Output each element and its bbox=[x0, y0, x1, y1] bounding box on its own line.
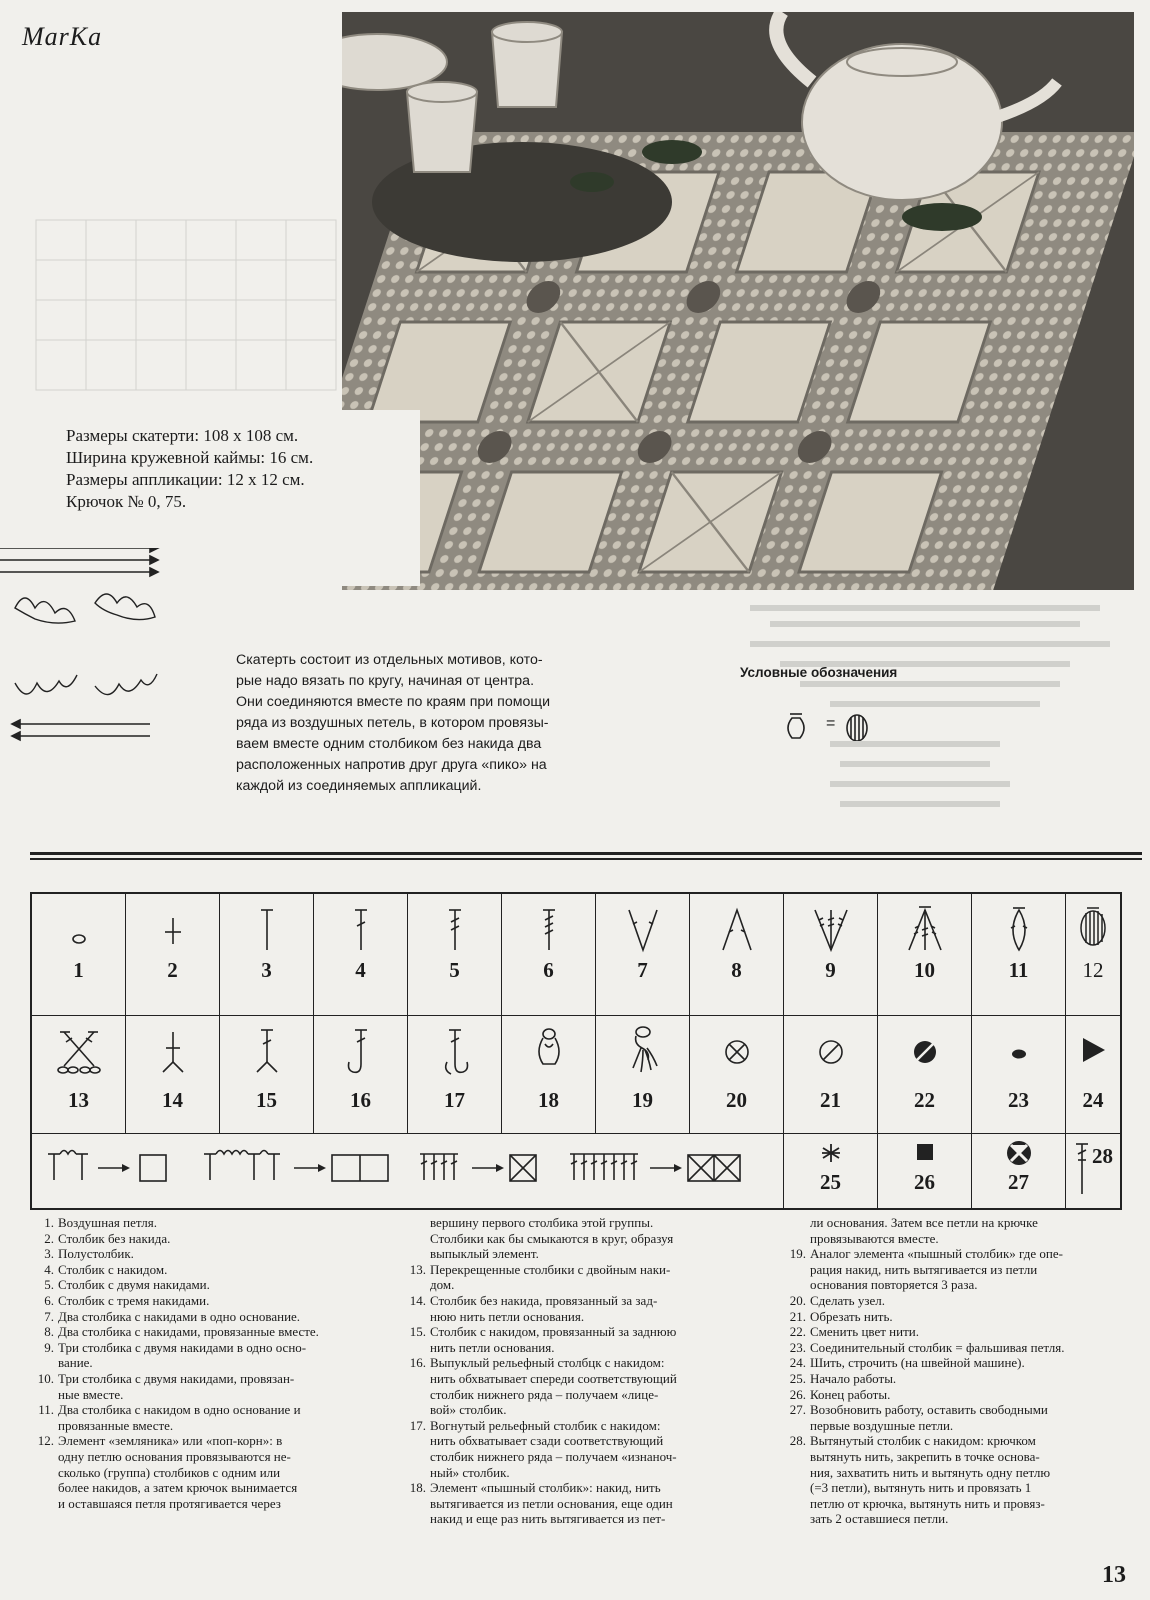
note-line: нюю нить петли основания. bbox=[430, 1308, 585, 1324]
intro-line: расположенных напротив друг друга «пико» на bbox=[236, 757, 547, 773]
intro-line: Они соединяются вместе по краям при помощи bbox=[236, 694, 550, 710]
symbol-number: 17 bbox=[444, 1088, 465, 1112]
intro-paragraph bbox=[236, 650, 606, 797]
double-treble-crochet-icon bbox=[529, 902, 569, 956]
note-item bbox=[402, 1355, 762, 1417]
brand-logo: MarKa bbox=[22, 22, 103, 51]
symbol-number: 26 bbox=[914, 1170, 935, 1194]
symbol-cell-27 bbox=[972, 1134, 1066, 1208]
symbol-number: 21 bbox=[820, 1088, 841, 1112]
note-item bbox=[402, 1418, 762, 1480]
notes-column-1 bbox=[30, 1215, 390, 1511]
note-line: ния, захватить нить и вытянуть одну петлю bbox=[810, 1464, 1051, 1480]
note-line: столбик нижнего ряда – получаем «лице- bbox=[430, 1386, 659, 1402]
note-line: Два столбика с накидом в одно основание и bbox=[58, 1402, 301, 1418]
symbol-number: 7 bbox=[637, 958, 648, 982]
front-post-dc-icon bbox=[341, 1022, 381, 1078]
note-number: 19. bbox=[789, 1246, 806, 1262]
note-number: 25. bbox=[789, 1370, 806, 1386]
note-line: Столбик с накидом. bbox=[58, 1261, 168, 1277]
symbol-cell-10 bbox=[878, 894, 972, 1015]
note-line: Два столбика с накидами в одно основание. bbox=[58, 1308, 301, 1324]
note-line: Столбик с накидом, провязанный за заднюю bbox=[430, 1324, 677, 1340]
note-number: 20. bbox=[789, 1292, 806, 1308]
two-dc-base-together-icon bbox=[999, 902, 1039, 956]
note-number: 26. bbox=[789, 1386, 806, 1402]
symbol-cell-13 bbox=[32, 1016, 126, 1133]
two-dc-together-icon bbox=[717, 902, 757, 956]
symbol-cell-7 bbox=[596, 894, 690, 1015]
symbol-cell-17 bbox=[408, 1016, 502, 1133]
note-line: рация накид, нить вытягивается из петли bbox=[810, 1261, 1038, 1277]
double-crochet-icon bbox=[341, 902, 381, 956]
note-line: Столбик с тремя накидами. bbox=[58, 1292, 210, 1308]
two-dc-same-base-icon bbox=[623, 902, 663, 956]
note-item bbox=[782, 1387, 1138, 1403]
note-line: вание. bbox=[58, 1355, 93, 1371]
symbol-cell-4 bbox=[314, 894, 408, 1015]
note-line: нить обхватывает сзади соответствующий bbox=[430, 1433, 664, 1449]
note-number: 27. bbox=[789, 1402, 806, 1418]
note-number: 10. bbox=[37, 1370, 54, 1386]
symbol-number: 27 bbox=[1008, 1170, 1029, 1194]
symbol-number: 10 bbox=[914, 958, 935, 982]
note-line: (=3 петли), вытянуть нить и провязать 1 bbox=[810, 1480, 1032, 1496]
extended-dc-icon bbox=[1072, 1138, 1092, 1200]
divider-rule bbox=[30, 858, 1142, 860]
note-item bbox=[30, 1215, 390, 1231]
note-number: 22. bbox=[789, 1324, 806, 1340]
note-item bbox=[402, 1480, 762, 1527]
note-number: 9. bbox=[44, 1339, 54, 1355]
note-number: 18. bbox=[409, 1480, 426, 1496]
symbols-row-2 bbox=[32, 1016, 1120, 1134]
note-line: Начало работы. bbox=[810, 1370, 897, 1386]
spec-hook-size: Крючок № 0, 75. bbox=[66, 492, 187, 511]
half-double-crochet-icon bbox=[247, 902, 287, 956]
note-line: накид и еще раз нить вытягивается из пет- bbox=[430, 1511, 666, 1527]
intro-line: Скатерть состоит из отдельных мотивов, кото- bbox=[236, 652, 543, 668]
note-line: Аналог элемента «пышный столбик» где опе- bbox=[810, 1246, 1063, 1262]
symbol-number: 9 bbox=[825, 958, 836, 982]
symbol-number: 2 bbox=[167, 958, 178, 982]
note-line: Два столбика с накидами, провязанные вместе. bbox=[58, 1324, 319, 1340]
note-line: Возобновить работу, оставить свободными bbox=[810, 1402, 1048, 1418]
note-line: вой» столбик. bbox=[430, 1402, 507, 1418]
note-item bbox=[782, 1340, 1138, 1356]
note-line: Элемент «пышный столбик»: накид, нить bbox=[430, 1480, 661, 1496]
note-item bbox=[30, 1402, 390, 1433]
symbol-cell-22 bbox=[878, 1016, 972, 1133]
note-line: Три столбика с двумя накидами в одно осно- bbox=[58, 1339, 307, 1355]
three-tr-same-base-icon bbox=[811, 902, 851, 956]
popcorn-stitch-icon bbox=[1073, 900, 1113, 954]
note-line: Выпуклый рельефный столбцк с накидом: bbox=[430, 1355, 665, 1371]
note-line: нить петли основания. bbox=[430, 1339, 555, 1355]
note-item bbox=[402, 1262, 762, 1293]
note-continuation-line: ли основания. Затем все петли на крючке bbox=[810, 1215, 1038, 1230]
note-item bbox=[30, 1246, 390, 1262]
symbol-number: 3 bbox=[261, 958, 272, 982]
note-number: 5. bbox=[44, 1277, 54, 1293]
note-line: основания повторяется 3 раза. bbox=[810, 1277, 978, 1293]
symbol-number: 1 bbox=[73, 958, 84, 982]
single-crochet-icon bbox=[153, 906, 193, 956]
symbol-cell-9 bbox=[784, 894, 878, 1015]
note-line: сколько (группа) столбиков с одним или bbox=[58, 1464, 281, 1480]
symbols-table bbox=[30, 892, 1122, 1210]
legend-equals: = bbox=[826, 715, 836, 732]
note-number: 6. bbox=[44, 1292, 54, 1308]
note-number: 7. bbox=[44, 1308, 54, 1324]
symbol-cell-5 bbox=[408, 894, 502, 1015]
symbol-number: 25 bbox=[820, 1170, 841, 1194]
note-item bbox=[782, 1371, 1138, 1387]
note-line: первые воздушные петли. bbox=[810, 1417, 954, 1433]
puff-stitch-icon bbox=[529, 1020, 569, 1076]
symbol-cell-6 bbox=[502, 894, 596, 1015]
note-number: 24. bbox=[789, 1355, 806, 1371]
sc-back-loop-icon bbox=[153, 1022, 193, 1078]
back-post-dc-icon bbox=[435, 1022, 475, 1078]
note-continuation-line: выпыклый элемент. bbox=[430, 1246, 539, 1262]
note-number: 3. bbox=[44, 1246, 54, 1262]
symbol-cell-25 bbox=[784, 1134, 878, 1208]
note-item bbox=[782, 1355, 1138, 1371]
note-item bbox=[30, 1324, 390, 1340]
tie-knot-icon bbox=[717, 1032, 757, 1072]
note-line: Перекрещенные столбики с двойным наки- bbox=[430, 1261, 671, 1277]
note-item bbox=[30, 1231, 390, 1247]
legend-title: Условные обозначения bbox=[740, 665, 898, 680]
note-line: Сделать узел. bbox=[810, 1292, 885, 1308]
symbol-number: 24 bbox=[1082, 1088, 1104, 1112]
note-number: 21. bbox=[789, 1308, 806, 1324]
symbol-number: 8 bbox=[731, 958, 742, 982]
slip-stitch-icon bbox=[999, 1032, 1039, 1072]
note-line: вытянуть нить, закрепить в точке основа- bbox=[810, 1448, 1040, 1464]
note-item bbox=[30, 1262, 390, 1278]
dc-back-loop-icon bbox=[247, 1022, 287, 1078]
symbol-number: 11 bbox=[1008, 958, 1029, 982]
symbol-number: 28 bbox=[1092, 1144, 1113, 1168]
note-line: провязанные вместе. bbox=[58, 1417, 174, 1433]
sew-icon bbox=[1073, 1030, 1113, 1070]
spec-border-width: Ширина кружевной каймы: 16 см. bbox=[66, 448, 314, 467]
resume-work-icon bbox=[999, 1136, 1039, 1170]
symbol-cell-26 bbox=[878, 1134, 972, 1208]
note-number: 12. bbox=[37, 1433, 54, 1449]
note-line: вытягивается из петли основания, еще один bbox=[430, 1495, 673, 1511]
spec-size: Размеры скатерти: 108 x 108 см. bbox=[66, 426, 299, 445]
note-item bbox=[402, 1324, 762, 1355]
symbol-cell-19 bbox=[596, 1016, 690, 1133]
faint-background-grid bbox=[30, 200, 350, 400]
symbol-number: 14 bbox=[162, 1088, 183, 1112]
note-item bbox=[402, 1293, 762, 1324]
page-number: 13 bbox=[1102, 1562, 1126, 1588]
note-item bbox=[30, 1371, 390, 1402]
change-color-icon bbox=[905, 1032, 945, 1072]
note-line: Столбик с двумя накидами. bbox=[58, 1277, 210, 1293]
symbol-number: 22 bbox=[914, 1088, 935, 1112]
cut-thread-icon bbox=[811, 1032, 851, 1072]
chain-stitch-icon bbox=[59, 914, 99, 964]
symbol-cell-14 bbox=[126, 1016, 220, 1133]
note-number: 14. bbox=[409, 1292, 426, 1308]
symbol-number: 6 bbox=[543, 958, 554, 982]
note-line: Шить, строчить (на швейной машине). bbox=[810, 1355, 1025, 1371]
note-line: Соединительный столбик = фальшивая петля. bbox=[810, 1339, 1065, 1355]
faint-background-text-lines bbox=[740, 600, 1120, 840]
note-line: Вогнутый рельефный столбик с накидом: bbox=[430, 1417, 661, 1433]
symbol-cell-1 bbox=[32, 894, 126, 1015]
start-work-icon bbox=[811, 1138, 851, 1168]
intro-line: каждой из соединяемых аппликаций. bbox=[236, 778, 482, 794]
symbol-cell-18 bbox=[502, 1016, 596, 1133]
symbol-cell-28 bbox=[1066, 1134, 1120, 1208]
note-line: более накидов, а затем крючок вынимается bbox=[58, 1480, 298, 1496]
note-number: 15. bbox=[409, 1324, 426, 1340]
note-continuation-line: провязываются вместе. bbox=[810, 1230, 939, 1246]
note-line: ный» столбик. bbox=[430, 1464, 510, 1480]
note-number: 13. bbox=[409, 1261, 426, 1277]
symbol-cell-21 bbox=[784, 1016, 878, 1133]
note-number: 1. bbox=[44, 1215, 54, 1230]
note-item bbox=[782, 1433, 1138, 1527]
note-line: столбик нижнего ряда – получаем «изнаноч- bbox=[430, 1448, 677, 1464]
note-number: 28. bbox=[789, 1433, 806, 1449]
symbol-cell-12 bbox=[1066, 894, 1120, 1015]
note-number: 17. bbox=[409, 1417, 426, 1433]
note-item bbox=[30, 1293, 390, 1309]
note-line: Элемент «земляника» или «поп-корн»: в bbox=[58, 1433, 283, 1449]
symbol-number: 16 bbox=[350, 1088, 371, 1112]
note-line: Вытянутый столбик с накидом: крючком bbox=[810, 1433, 1036, 1449]
note-line: Обрезать нить. bbox=[810, 1308, 893, 1324]
intro-line: ваем вместе одним столбиком без накида два bbox=[236, 736, 542, 752]
note-line: Столбик без накида, провязанный за зад- bbox=[430, 1292, 658, 1308]
divider-rule bbox=[30, 852, 1142, 855]
note-line: нить обхватывает спереди соответствующий bbox=[430, 1370, 677, 1386]
note-line: одну петлю основания провязываются не- bbox=[58, 1448, 291, 1464]
symbol-cell-3 bbox=[220, 894, 314, 1015]
symbol-number: 20 bbox=[726, 1088, 747, 1112]
note-continuation-line: Столбики как бы смыкаются в круг, образуя bbox=[430, 1230, 674, 1246]
note-continuation-line: вершину первого столбика этой группы. bbox=[430, 1215, 654, 1230]
intro-line: ряда из воздушных петель, в котором провязы- bbox=[236, 715, 549, 731]
note-line: зать 2 оставшиеся петли. bbox=[810, 1511, 949, 1527]
note-item bbox=[30, 1433, 390, 1511]
symbol-cell-16 bbox=[314, 1016, 408, 1133]
symbol-number: 13 bbox=[68, 1088, 89, 1112]
note-number: 2. bbox=[44, 1230, 54, 1246]
faint-background-text bbox=[740, 600, 1120, 844]
note-line: дом. bbox=[430, 1277, 455, 1293]
symbol-cell-8 bbox=[690, 894, 784, 1015]
note-number: 8. bbox=[44, 1324, 54, 1340]
three-tr-together-icon bbox=[905, 902, 945, 956]
notes-column-3 bbox=[782, 1215, 1138, 1527]
intro-line: рые надо вязать по кругу, начиная от центра. bbox=[236, 673, 535, 689]
note-item bbox=[782, 1293, 1138, 1309]
note-line: Столбик без накида. bbox=[58, 1230, 171, 1246]
note-line: Сменить цвет нити. bbox=[810, 1324, 919, 1340]
triple-puff-icon bbox=[623, 1020, 663, 1080]
note-item bbox=[782, 1309, 1138, 1325]
symbols-row-3 bbox=[32, 1134, 1120, 1208]
spec-motif-size: Размеры аппликации: 12 x 12 см. bbox=[66, 470, 305, 489]
note-item bbox=[782, 1324, 1138, 1340]
symbol-number: 19 bbox=[632, 1088, 653, 1112]
note-line: Воздушная петля. bbox=[58, 1215, 157, 1230]
symbol-number: 15 bbox=[256, 1088, 277, 1112]
symbol-cell-24 bbox=[1066, 1016, 1120, 1133]
note-number: 11. bbox=[38, 1402, 54, 1418]
note-line: петлю от крючка, вытянуть нить и провяз- bbox=[810, 1495, 1045, 1511]
stitch-conversion-diagram bbox=[32, 1142, 784, 1192]
symbol-cell-15 bbox=[220, 1016, 314, 1133]
symbol-number: 4 bbox=[355, 958, 366, 982]
symbols-row-1 bbox=[32, 894, 1120, 1016]
note-line: Полустолбик. bbox=[58, 1246, 134, 1262]
note-number: 16. bbox=[409, 1355, 426, 1371]
symbol-cell-23 bbox=[972, 1016, 1066, 1133]
symbol-number: 5 bbox=[449, 958, 460, 982]
crossed-stitch-icon bbox=[54, 1022, 104, 1078]
note-line: Три столбика с двумя накидами, провязан- bbox=[58, 1370, 295, 1386]
end-work-icon bbox=[905, 1138, 945, 1168]
row-direction-diagram bbox=[0, 548, 170, 758]
note-number: 23. bbox=[789, 1339, 806, 1355]
note-number: 4. bbox=[44, 1261, 54, 1277]
note-item bbox=[30, 1340, 390, 1371]
symbol-cell-2 bbox=[126, 894, 220, 1015]
symbol-number: 18 bbox=[538, 1088, 559, 1112]
symbol-conversion-cell bbox=[32, 1134, 784, 1208]
note-item bbox=[782, 1246, 1138, 1293]
note-line: и оставшаяся петля протягивается через bbox=[58, 1495, 281, 1511]
symbol-cell-11 bbox=[972, 894, 1066, 1015]
treble-crochet-icon bbox=[435, 902, 475, 956]
symbol-cell-20 bbox=[690, 1016, 784, 1133]
note-item bbox=[782, 1402, 1138, 1433]
tablecloth-photo bbox=[342, 12, 1134, 590]
note-line: Конец работы. bbox=[810, 1386, 891, 1402]
note-line: ные вместе. bbox=[58, 1386, 124, 1402]
note-item bbox=[30, 1309, 390, 1325]
note-item bbox=[30, 1277, 390, 1293]
symbol-number: 23 bbox=[1008, 1088, 1029, 1112]
symbol-number: 12 bbox=[1082, 958, 1104, 982]
notes-column-2 bbox=[402, 1215, 762, 1527]
